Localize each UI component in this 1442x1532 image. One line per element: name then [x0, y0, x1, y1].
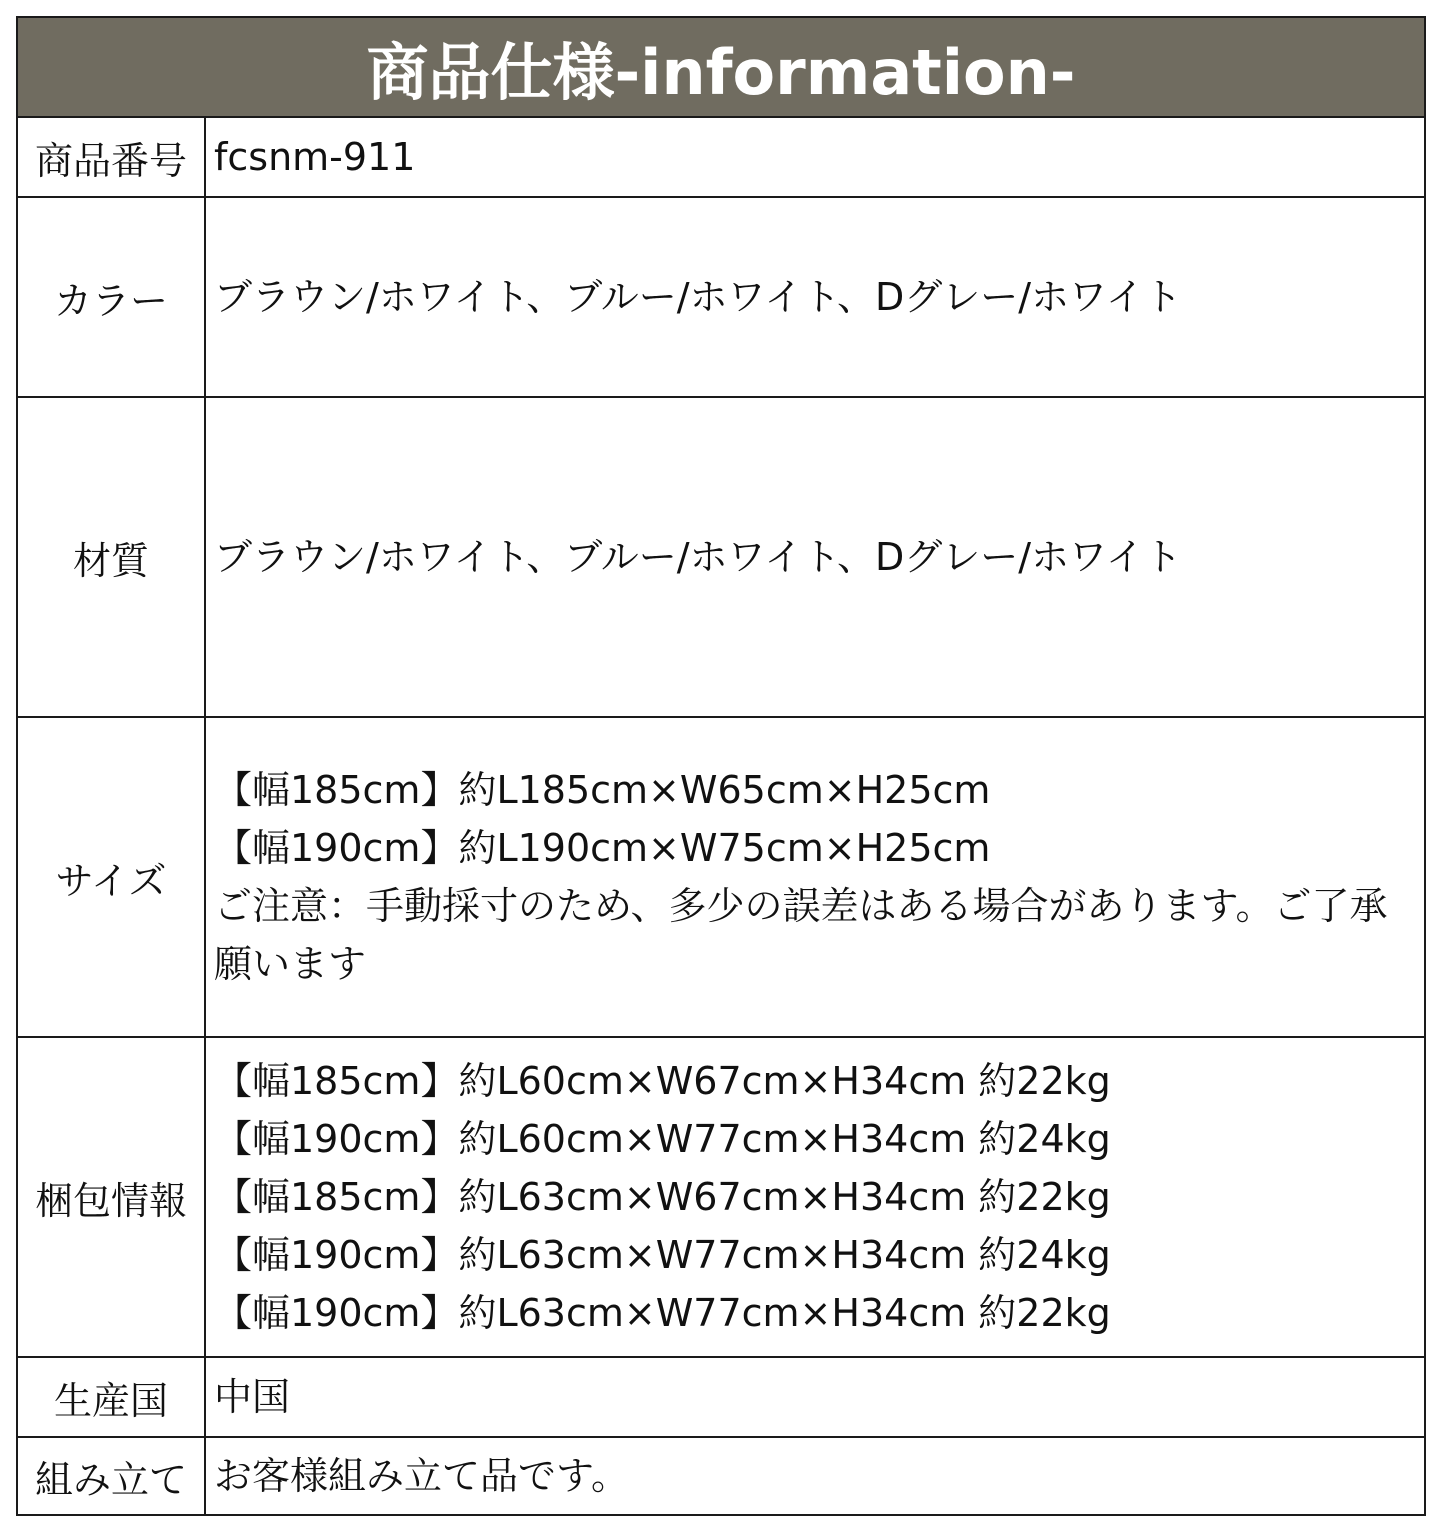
- package-line: 【幅185cm】約L63cm×W67cm×H34cm 約22kg: [214, 1175, 1111, 1219]
- row-product-number: [18, 118, 1424, 198]
- label-material: 材質: [18, 398, 206, 716]
- value-package: [206, 1038, 1424, 1356]
- assembly-text: お客様組み立て品です。: [214, 1454, 629, 1498]
- package-line: 【幅190cm】約L63cm×W77cm×H34cm 約22kg: [214, 1291, 1111, 1335]
- value-origin: [206, 1358, 1424, 1436]
- material-text: ブラウン/ホワイト、ブルー/ホワイト、Dグレー/ホワイト: [214, 535, 1182, 579]
- label-size: サイズ: [18, 718, 206, 1036]
- label-assembly: 組み立て: [18, 1438, 206, 1514]
- row-package: [18, 1038, 1424, 1358]
- spec-table: [16, 16, 1426, 1516]
- size-line: 【幅185cm】約L185cm×W65cm×H25cm: [214, 768, 991, 812]
- product-number-text: fcsnm-911: [214, 135, 416, 179]
- label-product-number: 商品番号: [18, 118, 206, 196]
- row-material: [18, 398, 1424, 718]
- value-color: [206, 198, 1424, 396]
- label-origin: 生産国: [18, 1358, 206, 1436]
- value-product-number: [206, 118, 1424, 196]
- origin-text: 中国: [214, 1375, 291, 1419]
- color-text: ブラウン/ホワイト、ブルー/ホワイト、Dグレー/ホワイト: [214, 275, 1182, 319]
- row-origin: [18, 1358, 1424, 1438]
- label-package: 梱包情報: [18, 1038, 206, 1356]
- package-line: 【幅190cm】約L60cm×W77cm×H34cm 約24kg: [214, 1117, 1111, 1161]
- label-color: カラー: [18, 198, 206, 396]
- row-assembly: [18, 1438, 1424, 1514]
- value-assembly: [206, 1438, 1424, 1514]
- row-size: [18, 718, 1424, 1038]
- size-note: ご注意：手動採寸のため、多少の誤差はある場合があります。ご了承願います: [214, 884, 1388, 986]
- row-color: [18, 198, 1424, 398]
- value-material: [206, 398, 1424, 716]
- package-line: 【幅190cm】約L63cm×W77cm×H34cm 約24kg: [214, 1233, 1111, 1277]
- size-line: 【幅190cm】約L190cm×W75cm×H25cm: [214, 826, 991, 870]
- spec-title: 商品仕様-information-: [18, 18, 1424, 118]
- value-size: [206, 718, 1424, 1036]
- package-line: 【幅185cm】約L60cm×W67cm×H34cm 約22kg: [214, 1059, 1111, 1103]
